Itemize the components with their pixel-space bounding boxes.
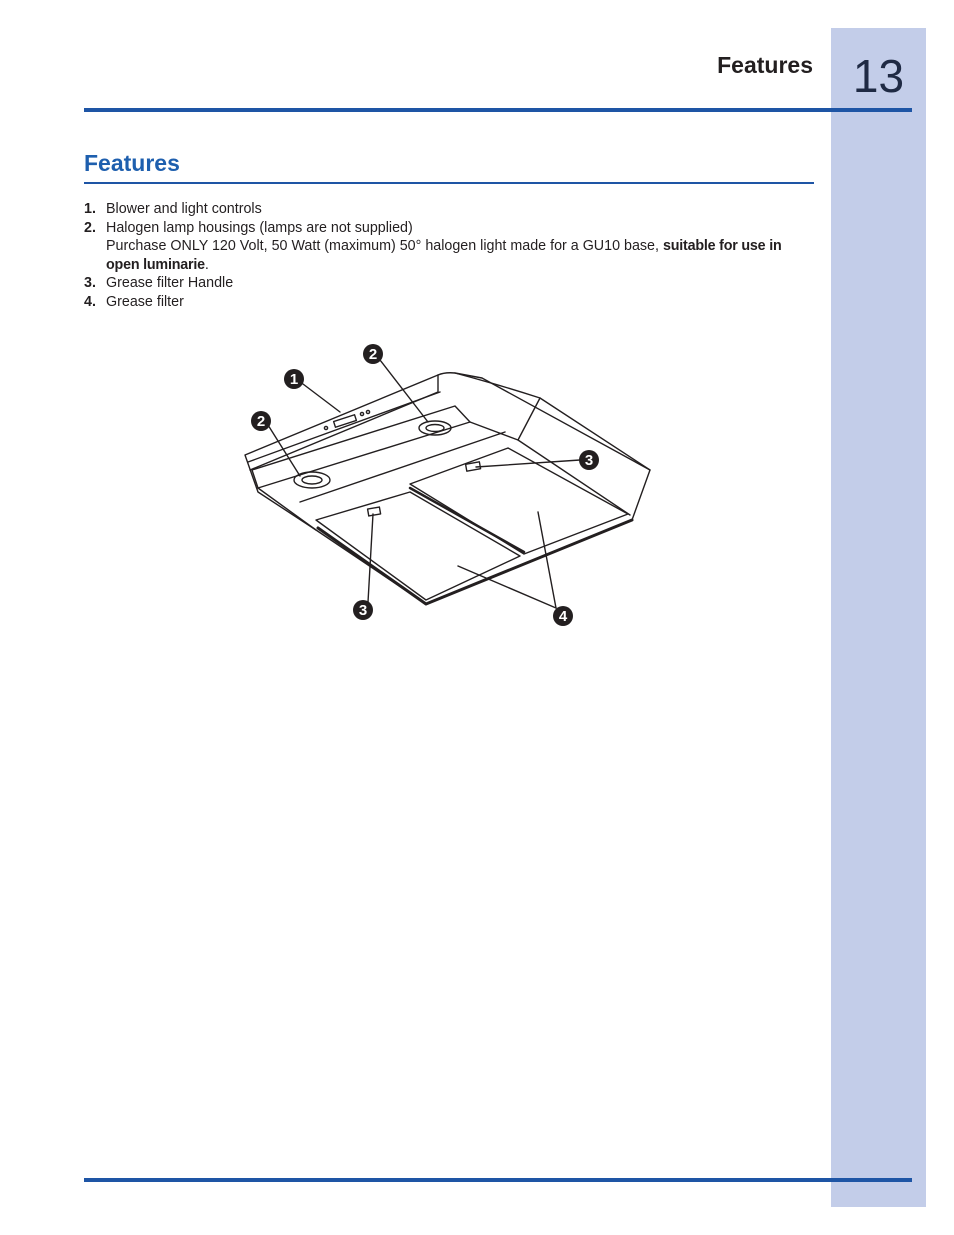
footer-rule xyxy=(84,1178,912,1182)
header-rule xyxy=(84,108,912,112)
list-text: Blower and light controls xyxy=(106,201,262,217)
callout-2-right xyxy=(363,344,383,364)
list-number: 4. xyxy=(84,293,96,310)
section-heading: Features xyxy=(84,150,180,176)
page-number: 13 xyxy=(852,50,905,102)
list-item xyxy=(84,219,814,275)
list-text: Grease filter Handle xyxy=(106,275,234,292)
filter-handle-front xyxy=(368,507,381,516)
leader-3-rear xyxy=(476,460,580,467)
hood-rear-wall xyxy=(250,375,438,470)
callout-label: 4 xyxy=(558,608,568,625)
note-end: . xyxy=(204,256,209,273)
header-title: Features xyxy=(717,52,813,78)
list-number: 3. xyxy=(84,275,96,292)
range-hood-diagram xyxy=(240,335,660,635)
callout-label: 2 xyxy=(368,346,378,363)
callout-4 xyxy=(553,606,573,626)
list-body xyxy=(106,219,814,275)
callout-1 xyxy=(284,369,304,389)
list-number: 1. xyxy=(84,201,96,217)
hood-side xyxy=(518,398,630,515)
callout-label: 2 xyxy=(256,413,266,430)
list-text: Grease filter xyxy=(106,293,184,310)
hood-curve xyxy=(455,373,650,470)
callout-3-front xyxy=(353,600,373,620)
list-item xyxy=(84,274,814,293)
callout-label: 1 xyxy=(289,371,299,388)
list-number: 2. xyxy=(84,219,96,236)
control-strip xyxy=(252,406,470,488)
leader-1 xyxy=(303,384,340,412)
list-text: Halogen lamp housings (lamps are not supplied) xyxy=(106,219,413,236)
side-tab xyxy=(831,28,926,1207)
callout-label: 3 xyxy=(358,602,368,619)
grease-filter-front xyxy=(316,492,520,600)
callout-label: 3 xyxy=(584,452,594,469)
note-text: Purchase ONLY 120 Volt, 50 Watt (maximum) 50° halogen light made for a GU10 base, xyxy=(106,238,663,255)
leader-4a xyxy=(538,512,556,608)
lamp-purchase-note xyxy=(106,237,814,274)
list-item xyxy=(84,293,814,312)
list-item xyxy=(84,200,814,219)
note-emphasis: suitable for use in open luminarie xyxy=(106,238,782,273)
section-rule xyxy=(84,182,814,184)
feature-list xyxy=(84,200,814,312)
callout-3-rear xyxy=(579,450,599,470)
callout-2-left xyxy=(251,411,271,431)
